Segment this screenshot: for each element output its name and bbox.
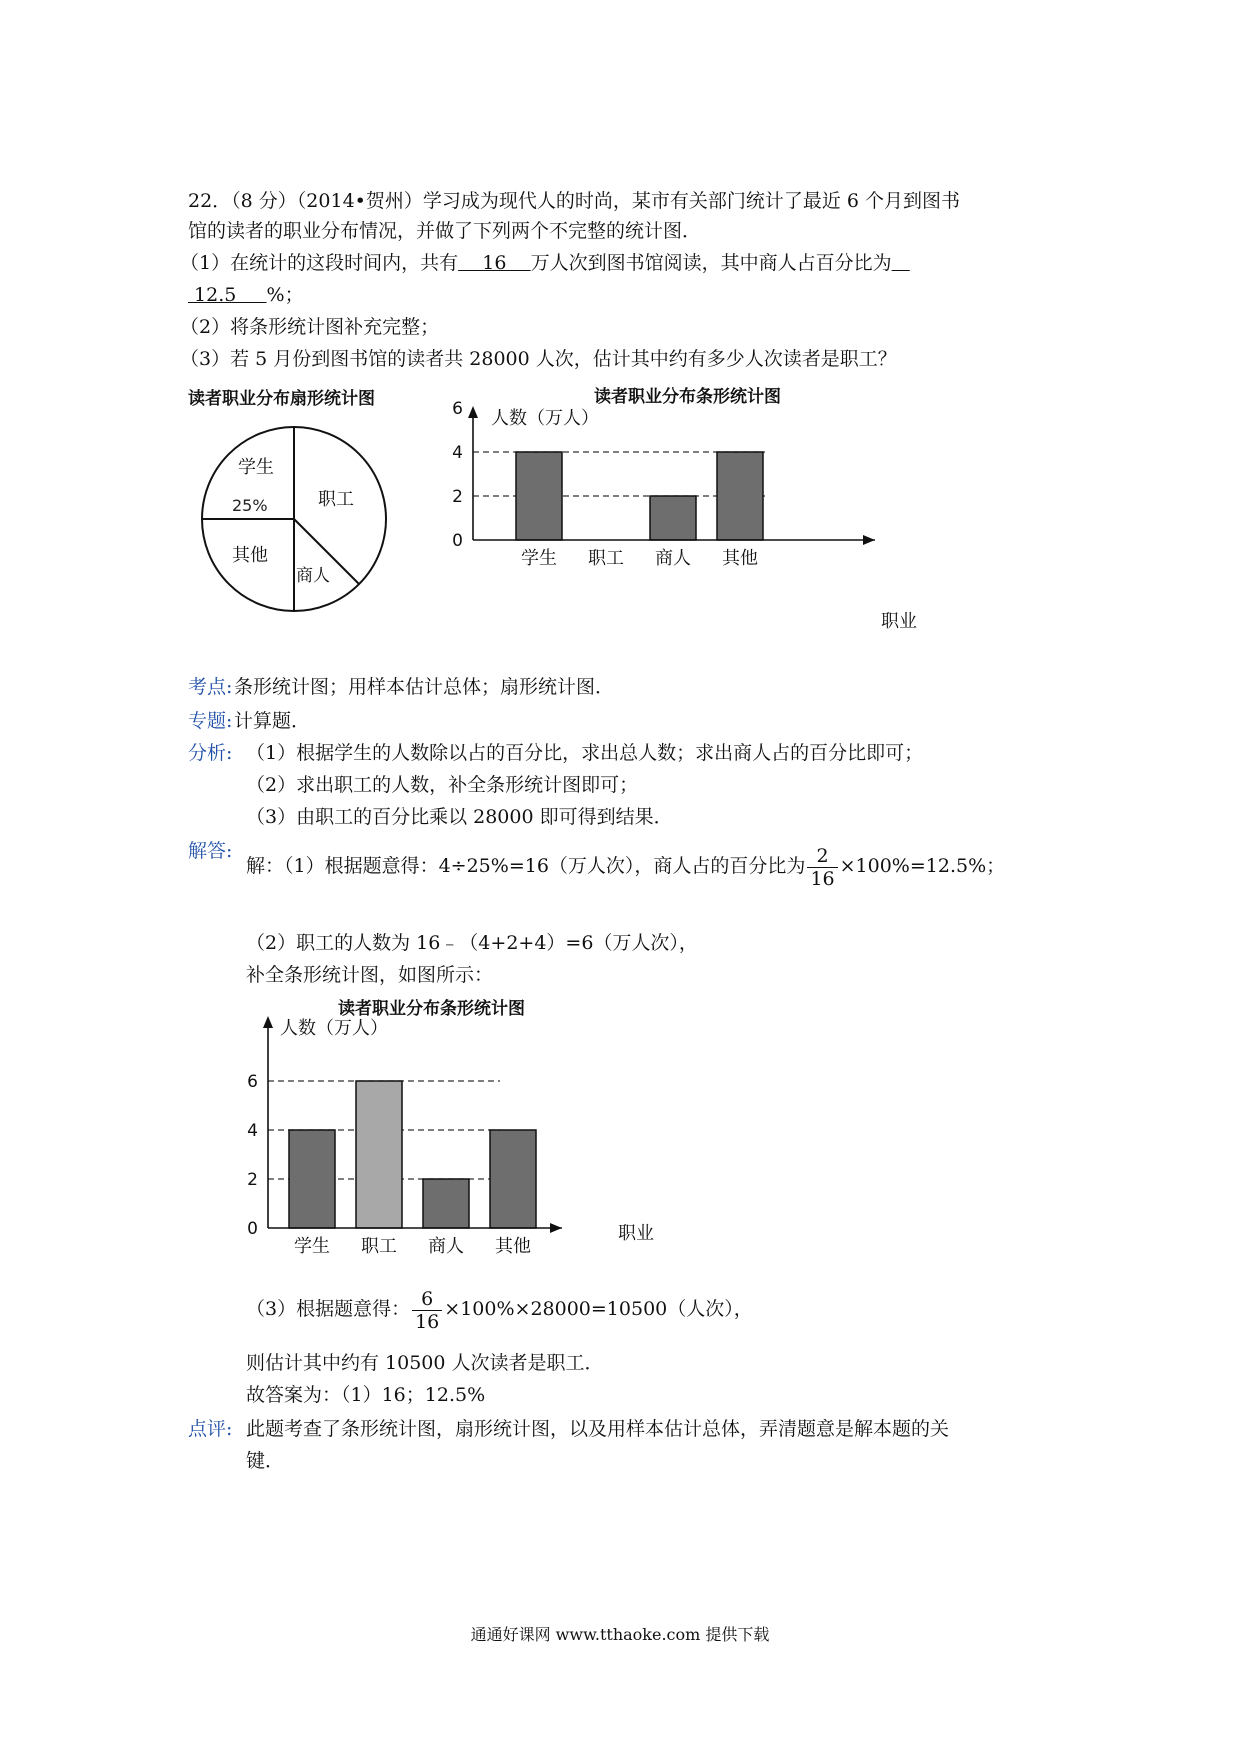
pie-chart: [190, 415, 400, 625]
fraction-denominator: 16: [415, 1310, 440, 1333]
dianping-line-1: 此题考查了条形统计图，扇形统计图，以及用样本估计总体，弄清题意是解本题的关: [246, 1418, 950, 1440]
bar-chart-1-category-label-3: 其他: [722, 548, 758, 569]
answer-line: 故答案为：（1）16；12.5%: [246, 1384, 486, 1406]
jieda-line-2b: 补全条形统计图，如图所示：: [246, 964, 494, 986]
bar-chart-2-x-axis-arrow: [550, 1223, 562, 1233]
question-line-1: 22．（8 分）（2014•贺州）学习成为现代人的时尚，某市有关部门统计了最近 6 个月到图书: [188, 190, 961, 212]
bar-chart-1-category-label-1: 职工: [588, 548, 624, 569]
bar-chart-1: [452, 399, 955, 645]
bar-chart-1-y-tick-label-4: 4: [452, 443, 463, 463]
question-part-1-cont: [188, 282, 304, 308]
bar-chart-2-y-tick-label-0: 0: [247, 1219, 258, 1239]
bar-chart-1-bar-3: [717, 452, 763, 540]
bar-chart-2-category-label-2: 商人: [428, 1236, 464, 1257]
bar-chart-1-bar-2: [650, 496, 696, 540]
fraction-6-16: [412, 1288, 442, 1333]
kaodian-label: 考点:: [188, 676, 233, 698]
question-part-3: （3）若 5 月份到图书馆的读者共 28000 人次，估计其中约有多少人次读者是职工？: [180, 348, 897, 370]
fenxi-line-3: （3）由职工的百分比乘以 28000 即可得到结果．: [246, 806, 673, 828]
bar-chart-1-category-label-0: 学生: [521, 548, 557, 569]
bar-chart-1-title: 读者职业分布条形统计图: [594, 387, 781, 407]
fraction-denominator: 16: [810, 867, 835, 890]
jieda-1-prefix: 解：（1）根据题意得：4÷25%=16（万人次），商人占的百分比为: [246, 855, 806, 877]
jieda-line-2a: （2）职工的人数为 16﹣（4+2+4）=6（万人次），: [246, 932, 698, 954]
bar-chart-1-bar-0: [516, 452, 562, 540]
dianping-line-2: 键．: [246, 1450, 285, 1472]
fenxi-line-1: （1）根据学生的人数除以占的百分比，求出总人数；求出商人占的百分比即可；: [246, 742, 924, 764]
bar-chart-2-y-tick-label-2: 2: [247, 1170, 258, 1190]
bar-chart-2-bar-0: [289, 1130, 335, 1228]
footer-credit: 通通好课网 www.tthaoke.com 提供下载: [470, 1625, 770, 1644]
q1-answer-blank-1: 16: [458, 252, 531, 274]
question-part-2: （2）将条形统计图补充完整；: [180, 316, 440, 338]
q1-answer-blank-2: 12.5: [188, 284, 267, 306]
bar-chart-2-bar-2: [423, 1179, 469, 1228]
jieda-1-suffix: ×100%=12.5%；: [839, 855, 1006, 877]
pie-chart-title: 读者职业分布扇形统计图: [188, 389, 375, 409]
pie-label-worker: 职工: [318, 489, 354, 510]
q1-mid: 万人次到图书馆阅读，其中商人占百分比为: [530, 252, 892, 274]
fraction-2-16: [807, 845, 837, 890]
bar-chart-2-y-tick-label-6: 6: [247, 1072, 258, 1092]
fenxi-label: 分析:: [188, 742, 233, 764]
jieda-line-1: [246, 842, 1005, 890]
bar-chart-1-y-tick-label-6: 6: [452, 399, 463, 419]
bar-chart-2-category-label-3: 其他: [495, 1236, 531, 1257]
pie-label-other: 其他: [232, 545, 268, 566]
jieda-line-3b: 则估计其中约有 10500 人次读者是职工．: [246, 1352, 604, 1374]
kaodian-text: 条形统计图；用样本估计总体；扇形统计图．: [234, 676, 615, 698]
q1-suffix: %；: [266, 284, 304, 306]
q1-answer-blank-2-start: [892, 252, 910, 274]
bar-chart-1-ylabel: 人数（万人）: [491, 408, 599, 429]
jieda-label: 解答:: [188, 840, 233, 862]
bar-chart-2-bar-3: [490, 1130, 536, 1228]
fenxi-line-2: （2）求出职工的人数，补全条形统计图即可；: [246, 774, 639, 796]
bar-chart-2-xlabel: 职业: [618, 1223, 654, 1244]
fraction-numerator: 2: [807, 845, 837, 868]
bar-chart-2-category-label-1: 职工: [361, 1236, 397, 1257]
zhuanti-label: 专题:: [188, 710, 233, 732]
bar-chart-2-title: 读者职业分布条形统计图: [338, 999, 525, 1019]
bar-chart-2-ylabel: 人数（万人）: [280, 1018, 388, 1039]
jieda-3-suffix: ×100%×28000=10500（人次），: [444, 1298, 753, 1320]
bar-chart-2-category-label-0: 学生: [294, 1236, 330, 1257]
pie-label-student: 学生: [238, 457, 274, 478]
pie-label-student-pct: 25%: [232, 496, 268, 515]
fraction-numerator: 6: [412, 1288, 442, 1311]
bar-chart-2-y-tick-label-4: 4: [247, 1121, 258, 1141]
bar-chart-1-y-tick-label-2: 2: [452, 487, 463, 507]
bar-chart-2-y-axis-arrow: [263, 1016, 273, 1028]
q1-prefix: （1）在统计的这段时间内，共有: [180, 252, 459, 274]
bar-chart-2: [247, 1010, 690, 1257]
bar-chart-2-bar-1: [356, 1081, 402, 1228]
jieda-3-prefix: （3）根据题意得：: [246, 1298, 411, 1320]
jieda-line-3: [246, 1284, 753, 1334]
dianping-label: 点评:: [188, 1418, 233, 1440]
question-line-2: 馆的读者的职业分布情况，并做了下列两个不完整的统计图．: [188, 220, 702, 242]
bar-chart-1-y-axis-arrow: [468, 406, 478, 418]
bar-chart-1-x-axis-arrow: [863, 535, 875, 545]
question-part-1: [180, 250, 910, 276]
bar-chart-1-category-label-2: 商人: [655, 548, 691, 569]
zhuanti-text: 计算题．: [234, 710, 311, 732]
bar-chart-1-y-tick-label-0: 0: [452, 531, 463, 551]
bar-chart-1-xlabel: 职业: [881, 611, 917, 632]
pie-label-merchant: 商人: [296, 566, 330, 586]
